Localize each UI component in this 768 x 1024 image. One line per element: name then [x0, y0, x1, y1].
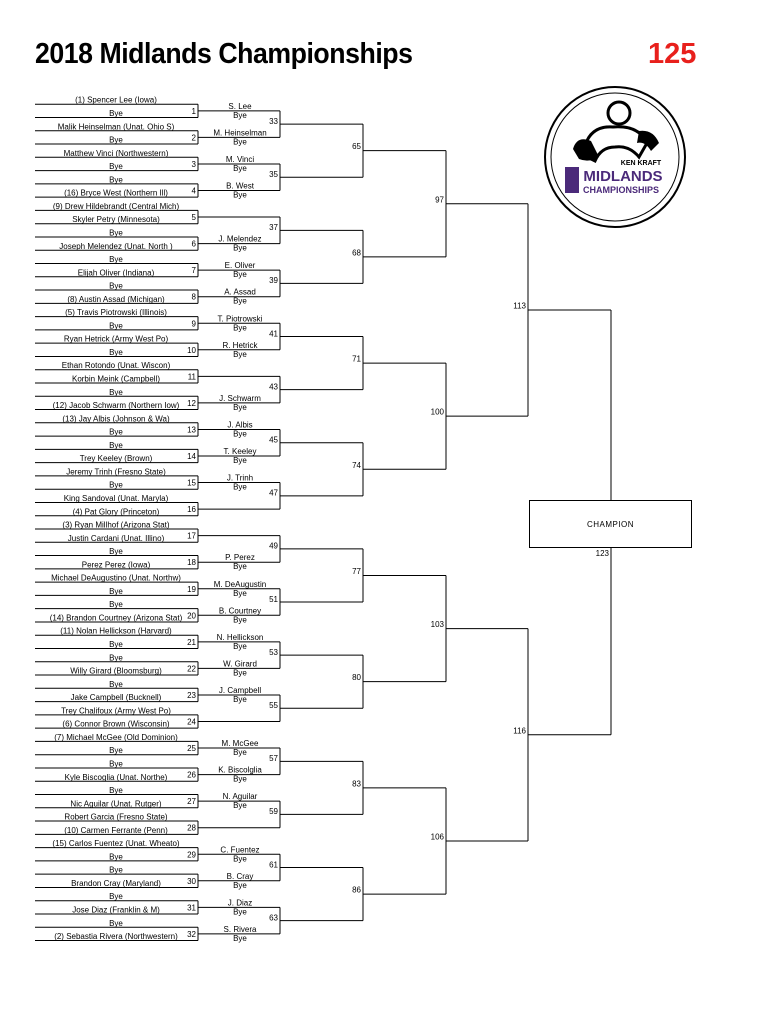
round2-name: N. Hellickson	[216, 632, 264, 642]
round2-name: J. Melendez	[218, 234, 262, 244]
wrestler-name: Kyle Biscoglia (Unat. Northe)	[64, 772, 168, 782]
round2-name-sub: Bye	[233, 615, 247, 625]
wrestler-head-icon	[608, 102, 630, 124]
round2-name: K. Biscolglia	[218, 765, 262, 775]
bout-number: 65	[352, 142, 361, 152]
wrestler-name: (2) Sebastia Rivera (Northwestern)	[54, 932, 178, 942]
wrestler-name: Perez Perez (Iowa)	[81, 560, 151, 570]
wrestler-name: Bye	[109, 892, 123, 902]
bout-number: 49	[269, 541, 278, 551]
wrestler-name: (7) Michael McGee (Old Dominion)	[54, 732, 178, 742]
logo-line2: MIDLANDS	[583, 168, 663, 185]
bout-number: 53	[269, 647, 278, 657]
bout-number: 63	[269, 913, 278, 923]
round2-name-sub: Bye	[233, 296, 247, 306]
bout-number: 17	[187, 531, 196, 541]
round2-name-sub: Bye	[233, 641, 247, 651]
bout-number: 123	[595, 549, 609, 558]
round2-name: S. Lee	[228, 101, 252, 111]
bout-number: 9	[191, 319, 196, 329]
round2-name-sub: Bye	[233, 562, 247, 572]
round2-name-sub: Bye	[233, 933, 247, 943]
bout-number: 27	[187, 797, 196, 807]
round2-name: E. Oliver	[224, 261, 256, 271]
round2-name: W. Girard	[223, 659, 257, 669]
wrestler-name: Bye	[109, 281, 123, 291]
bout-number: 11	[187, 372, 196, 382]
wrestler-name: Bye	[109, 759, 123, 769]
bout-number: 43	[269, 382, 278, 392]
wrestler-name: Bye	[109, 480, 123, 490]
round2-name-sub: Bye	[233, 270, 247, 280]
wrestler-name: King Sandoval (Unat. Maryla)	[63, 493, 169, 503]
wrestler-name: Bye	[109, 600, 123, 610]
bout-number: 80	[352, 673, 361, 683]
wrestler-name: Matthew Vinci (Northwestern)	[63, 148, 169, 158]
bout-number: 21	[187, 637, 196, 647]
round2-name-sub: Bye	[233, 482, 247, 492]
wrestler-name: Bye	[109, 440, 123, 450]
bout-number: 10	[187, 345, 196, 355]
wrestler-name: Bye	[109, 653, 123, 663]
round2-name: A. Assad	[224, 287, 256, 297]
bout-number: 61	[269, 860, 278, 870]
round2-name-sub: Bye	[233, 163, 247, 173]
round2-name-sub: Bye	[233, 668, 247, 678]
round2-name-sub: Bye	[233, 110, 247, 120]
round2-name: J. Schwarm	[219, 393, 261, 403]
wrestler-name: Bye	[109, 387, 123, 397]
wrestler-name: Nic Aguilar (Unat. Rutger)	[70, 799, 162, 809]
bout-number: 31	[187, 903, 196, 913]
wrestler-name: Bye	[109, 586, 123, 596]
wrestler-name: Jose Diaz (Franklin & M)	[72, 905, 160, 915]
bout-number: 33	[269, 116, 278, 126]
bout-number: 97	[435, 195, 444, 205]
round2-name: B. Courtney	[218, 606, 262, 616]
wrestler-name: Jake Campbell (Bucknell)	[70, 693, 162, 703]
wrestler-name: Elijah Oliver (Indiana)	[77, 268, 155, 278]
bout-number: 24	[187, 717, 196, 727]
round2-name: N. Aguilar	[222, 792, 258, 802]
wrestler-name: (15) Carlos Fuentez (Unat. Wheato)	[52, 839, 180, 849]
bout-number: 74	[352, 460, 361, 470]
round2-name-sub: Bye	[233, 429, 247, 439]
bout-number: 3	[191, 159, 196, 169]
round2-name-sub: Bye	[233, 801, 247, 811]
champion-box	[529, 500, 692, 548]
wrestler-name: (4) Pat Glory (Princeton)	[72, 507, 160, 517]
logo-line1: KEN KRAFT	[620, 160, 662, 167]
logo-line3: CHAMPIONSHIPS	[582, 185, 660, 195]
wrestler-name: Bye	[109, 109, 123, 118]
wrestler-name: Brandon Cray (Maryland)	[71, 878, 161, 888]
bout-number: 2	[191, 133, 196, 143]
wrestler-name: (13) Jay Albis (Johnson & Wa)	[62, 414, 170, 424]
wrestler-name: Bye	[109, 547, 123, 557]
wrestler-name: Bye	[109, 255, 123, 264]
wrestler-name: Trey Chalifoux (Army West Po)	[61, 706, 171, 716]
bout-number: 8	[191, 292, 196, 302]
wrestler-name: Robert Garcia (Fresno State)	[64, 812, 168, 822]
bout-number: 20	[187, 611, 196, 621]
bout-number: 116	[513, 726, 526, 736]
bout-number: 68	[352, 248, 361, 258]
round2-name: T. Piotrowski	[217, 314, 263, 324]
wrestler-name: Korbin Meink (Campbell)	[71, 374, 161, 384]
wrestler-name: (12) Jacob Schwarm (Northern Iow)	[52, 401, 180, 411]
round2-name-sub: Bye	[233, 456, 247, 465]
wrestler-name: Malik Heinselman (Unat. Ohio S)	[57, 122, 175, 132]
wrestler-name: Ryan Hetrick (Army West Po)	[63, 334, 169, 344]
bout-number: 59	[269, 807, 278, 817]
wrestler-name: (5) Travis Piotrowski (Illinois)	[65, 308, 167, 318]
bout-number: 39	[269, 276, 278, 286]
round2-name: C. Fuentez	[220, 845, 260, 855]
bout-number: 103	[430, 620, 444, 630]
wrestler-name: Bye	[109, 865, 123, 875]
bout-number: 1	[191, 106, 196, 116]
bout-number: 45	[269, 435, 278, 445]
bout-number: 19	[187, 584, 196, 594]
bout-number: 25	[187, 744, 196, 754]
round2-name-sub: Bye	[233, 748, 247, 758]
round2-name-sub: Bye	[233, 588, 247, 598]
bout-number: 41	[269, 329, 278, 339]
round2-name: M. McGee	[221, 739, 259, 749]
page-title: 2018 Midlands Championships	[35, 38, 413, 70]
round2-name: R. Hetrick	[222, 340, 258, 350]
round2-name: S. Rivera	[223, 924, 257, 934]
round2-name: J. Campbell	[218, 685, 262, 695]
champion-label: CHAMPION	[586, 519, 635, 529]
bout-number: 71	[352, 354, 361, 364]
round2-name-sub: Bye	[233, 694, 247, 704]
wrestler-name: Michael DeAugustino (Unat. Northw)	[51, 573, 181, 583]
bout-number: 100	[430, 407, 444, 417]
bout-number: 26	[187, 770, 196, 780]
wrestler-name: Bye	[109, 679, 123, 689]
bout-number: 7	[191, 266, 196, 276]
wrestler-name: Bye	[109, 852, 123, 862]
round2-name-sub: Bye	[233, 907, 247, 917]
round2-name: B. West	[226, 181, 254, 191]
bout-number: 29	[187, 850, 196, 860]
bout-number: 16	[187, 505, 196, 515]
round2-name: J. Diaz	[227, 898, 253, 908]
round2-name: B. Cray	[226, 871, 254, 881]
round2-name-sub: Bye	[233, 774, 247, 784]
wrestler-name: (11) Nolan Hellickson (Harvard)	[60, 626, 172, 636]
bout-number: 47	[269, 488, 278, 498]
wrestler-name: Bye	[109, 746, 123, 756]
round2-name: T. Keeley	[223, 447, 257, 456]
wrestler-name: Ethan Rotondo (Unat. Wiscon)	[61, 361, 171, 371]
wrestler-name: Bye	[109, 427, 123, 437]
round2-name-sub: Bye	[233, 402, 247, 412]
wrestler-name: Bye	[109, 786, 123, 795]
round2-name: M. DeAugustin	[213, 579, 267, 589]
round2-name: M. Heinselman	[213, 128, 267, 138]
round2-name: P. Perez	[225, 553, 255, 563]
bout-number: 6	[191, 239, 196, 249]
bout-number: 77	[352, 566, 361, 576]
round2-name-sub: Bye	[233, 349, 247, 359]
wrestler-name: Bye	[109, 321, 123, 331]
weight-class: 125	[648, 38, 697, 70]
round2-name-sub: Bye	[233, 190, 247, 200]
round2-name-sub: Bye	[233, 854, 247, 864]
bout-number: 22	[187, 664, 196, 674]
bout-number: 15	[187, 478, 196, 488]
round2-name-sub: Bye	[233, 137, 247, 147]
wrestler-name: Bye	[109, 228, 123, 238]
bout-number: 37	[269, 223, 278, 233]
wrestler-name: (16) Bryce West (Northern Ill)	[64, 188, 168, 198]
bout-number: 13	[187, 425, 196, 435]
bout-number: 18	[187, 558, 196, 568]
wrestler-name: (8) Austin Assad (Michigan)	[67, 294, 165, 304]
wrestler-name: Bye	[109, 918, 123, 928]
wrestler-name: Skyler Petry (Minnesota)	[72, 215, 160, 225]
wrestler-name: Bye	[109, 135, 123, 145]
wrestler-name: Willy Girard (Bloomsburg)	[70, 666, 162, 676]
round2-name-sub: Bye	[233, 323, 247, 333]
wrestler-name: (10) Carmen Ferrante (Penn)	[64, 825, 168, 835]
bout-number: 32	[187, 929, 196, 939]
bout-number: 12	[187, 398, 196, 408]
round2-name: J. Trinh	[226, 473, 254, 483]
wrestler-name: (6) Connor Brown (Wisconsin)	[62, 719, 170, 729]
wrestler-name: Trey Keeley (Brown)	[79, 454, 153, 464]
wrestler-name: Bye	[109, 347, 123, 357]
round2-name: M. Vinci	[225, 154, 255, 164]
wrestler-name: Bye	[109, 162, 123, 172]
n-mark-icon	[565, 167, 579, 193]
wrestler-name: Joseph Melendez (Unat. North )	[59, 241, 173, 251]
wrestler-name: Jeremy Trinh (Fresno State)	[66, 467, 166, 477]
bout-number: 23	[187, 690, 196, 700]
wrestler-name: (1) Spencer Lee (Iowa)	[75, 95, 157, 105]
bout-number: 86	[352, 885, 361, 895]
bout-number: 5	[191, 213, 196, 223]
bout-number: 14	[187, 452, 196, 461]
midlands-logo	[543, 85, 687, 229]
round2-name: J. Albis	[227, 420, 253, 430]
bout-number: 30	[187, 876, 196, 886]
round2-name-sub: Bye	[233, 243, 247, 253]
bout-number: 35	[269, 169, 278, 179]
wrestler-name: (14) Brandon Courtney (Arizona Stat)	[49, 613, 183, 623]
bout-number: 4	[191, 186, 196, 196]
wrestler-name: Justin Cardani (Unat. Illino)	[67, 533, 165, 543]
wrestler-name: Bye	[109, 640, 123, 649]
bout-number: 57	[269, 754, 278, 764]
bout-number: 51	[269, 594, 278, 604]
bout-number: 113	[513, 301, 526, 311]
bout-number: 55	[269, 700, 278, 710]
wrestler-name: (3) Ryan Millhof (Arizona Stat)	[62, 520, 170, 530]
bout-number: 28	[187, 823, 196, 833]
wrestler-name: Bye	[109, 175, 123, 185]
wrestler-name: (9) Drew Hildebrandt (Central Mich)	[52, 201, 180, 211]
bout-number: 83	[352, 779, 361, 789]
bout-number: 106	[430, 832, 444, 842]
round2-name-sub: Bye	[233, 880, 247, 890]
